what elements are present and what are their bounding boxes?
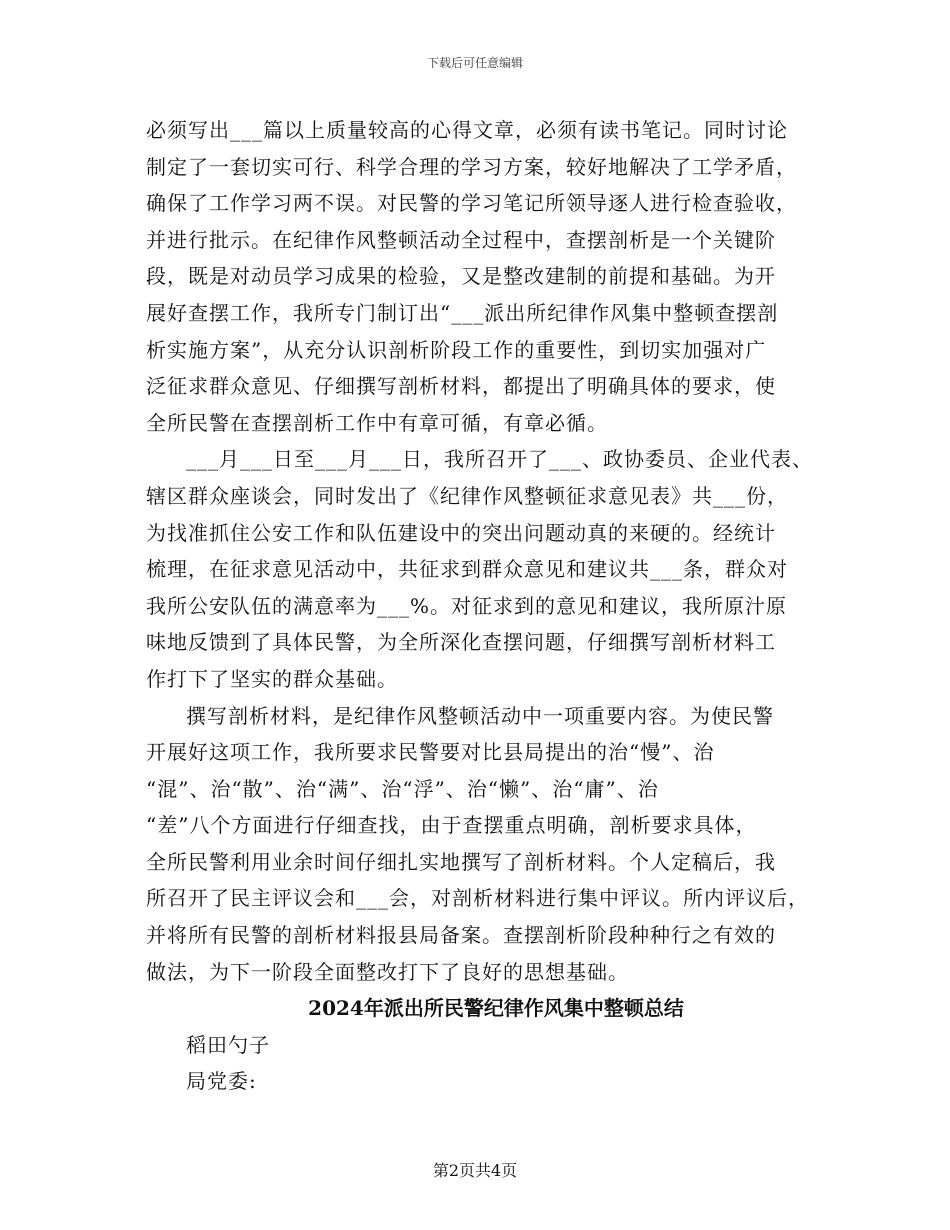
document-body (146, 112, 836, 1100)
text-line: 并将所有民警的剖析材料报县局备案。查摆剖析阶段种种行之有效的 (146, 923, 776, 948)
paragraph-1 (146, 112, 836, 441)
text-line: 必须写出___篇以上质量较高的心得文章，必须有读书笔记。同时讨论 (146, 118, 788, 142)
text-line: 我所公安队伍的满意率为___%。对征求到的意见和建议，我所原汁原 (146, 593, 788, 618)
text-line: “差”八个方面进行仔细查找，由于查摆重点明确，剖析要求具体， (146, 813, 757, 838)
text-line: 泛征求群众意见、仔细撰写剖析材料，都提出了明确具体的要求，使 (146, 374, 776, 399)
text-line: 全所民警在查摆剖析工作中有章可循，有章必循。 (146, 410, 608, 435)
text-line: 所召开了民主评议会和___会，对剖析材料进行集中评议。所内评议后， (146, 886, 809, 911)
text-line: 制定了一套切实可行、科学合理的学习方案，较好地解决了工学矛盾， (146, 154, 797, 179)
section-title: 2024年派出所民警纪律作风集中整顿总结 (308, 996, 684, 1021)
text-line: 梳理，在征求意见活动中，共征求到群众意见和建议共___条，群众对 (146, 557, 788, 582)
text-line: 确保了工作学习两不误。对民警的学习笔记所领导逐人进行检查验收， (146, 191, 797, 216)
text-line: 撰写剖析材料，是纪律作风整顿活动中一项重要内容。为使民警 (186, 703, 774, 728)
paragraph-3 (146, 698, 836, 991)
header-note: 下载后可任意编辑 (426, 56, 523, 70)
text-line: 为找准抓住公安工作和队伍建设中的突出问题动真的来硬的。经统计 (146, 520, 776, 545)
text-line: 并进行批示。在纪律作风整顿活动全过程中，查摆剖析是一个关键阶 (146, 227, 776, 252)
text-line: 全所民警利用业余时间仔细扎实地撰写了剖析材料。个人定稿后，我 (146, 849, 776, 874)
text-line: 展好查摆工作，我所专门制订出“___派出所纪律作风集中整顿查摆剖 (146, 300, 779, 325)
paragraph-2 (146, 441, 836, 697)
text-line: 析实施方案”，从充分认识剖析阶段工作的重要性，到切实加强对广 (146, 337, 767, 362)
text-line: 段，既是对动员学习成果的检验，又是整改建制的前提和基础。为开 (146, 264, 776, 289)
text-line: 作打下了坚实的群众基础。 (146, 666, 398, 691)
salutation: 局党委: (186, 1069, 257, 1094)
text-line: 做法，为下一阶段全面整改打下了良好的思想基础。 (146, 959, 629, 984)
text-line: “混”、治“散”、治“满”、治“浮”、治“懒”、治“庸”、治 (146, 776, 659, 801)
text-line: 开展好这项工作，我所要求民警要对比县局提出的治“慢”、治 (146, 740, 715, 765)
text-line: 辖区群众座谈会，同时发出了《纪律作风整顿征求意见表》共___份， (146, 483, 788, 508)
author-name: 稻田勺子 (186, 1032, 270, 1057)
text-line: ___月___日至___月___日，我所召开了___、政协委员、企业代表、 (186, 447, 813, 472)
text-line: 味地反馈到了具体民警，为全所深化查摆问题，仔细撰写剖析材料工 (146, 630, 776, 655)
page-number: 第2页共4页 (432, 1161, 518, 1180)
